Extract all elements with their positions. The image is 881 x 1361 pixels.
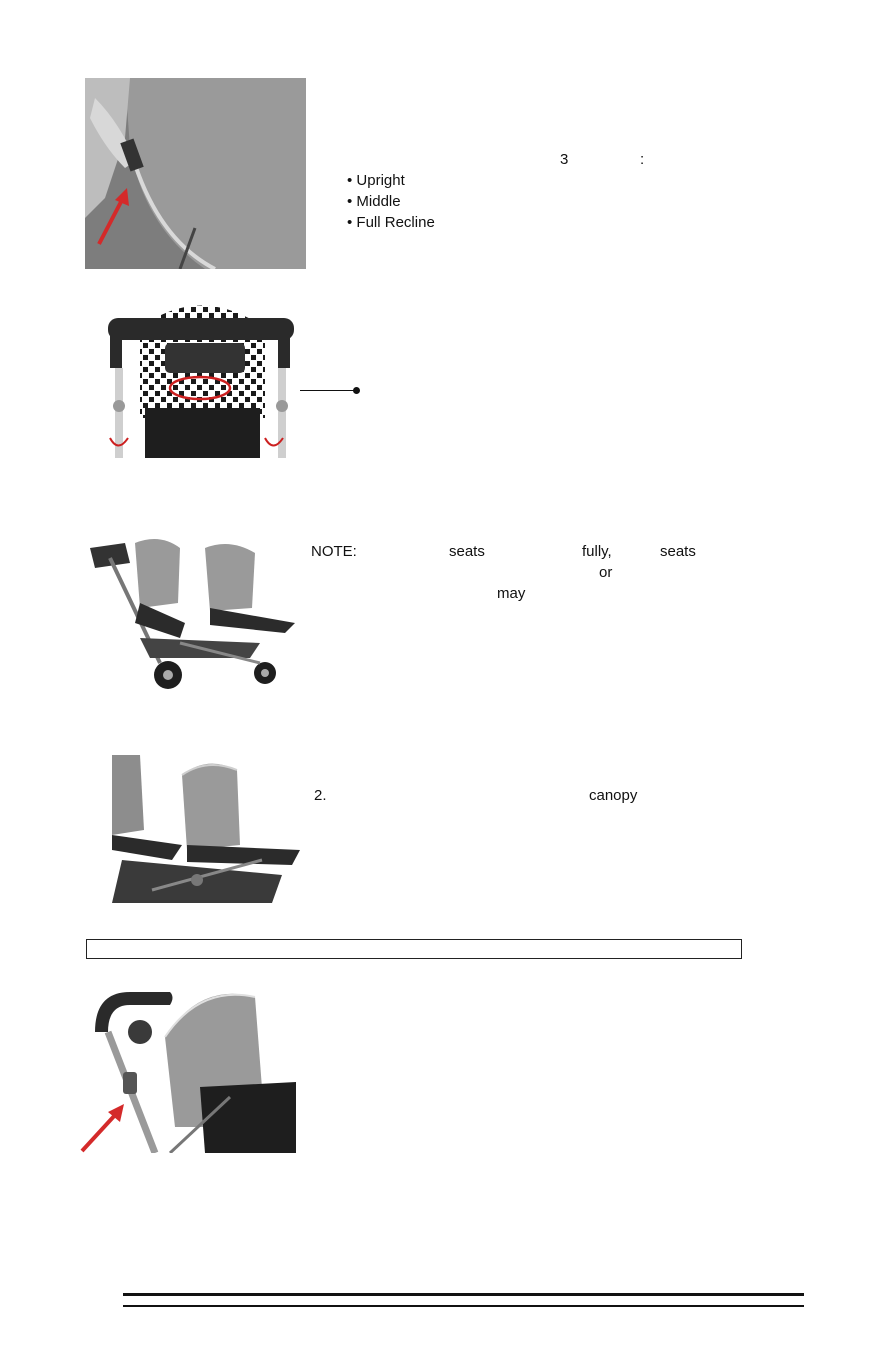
position-upright: • Upright bbox=[347, 172, 405, 189]
callout-dot bbox=[353, 387, 360, 394]
rear-handle-photo bbox=[100, 288, 300, 458]
double-stroller-photo bbox=[80, 533, 302, 693]
step-number: 2. bbox=[314, 787, 327, 804]
canopies-photo bbox=[112, 750, 300, 903]
recline-colon: : bbox=[640, 151, 645, 168]
note-label: NOTE: bbox=[311, 543, 357, 560]
footer-rule-thick bbox=[123, 1293, 804, 1296]
note-word-or: or bbox=[599, 564, 613, 581]
step-word-canopy: canopy bbox=[589, 787, 638, 804]
note-word-fully: fully, bbox=[582, 543, 612, 560]
red-arrow-icon bbox=[93, 188, 133, 248]
position-middle: • Middle bbox=[347, 193, 401, 210]
recline-strap-photo bbox=[85, 78, 306, 269]
red-arrow-icon bbox=[78, 1100, 128, 1155]
recline-positions-list bbox=[347, 170, 435, 233]
position-full-recline: • Full Recline bbox=[347, 214, 435, 231]
note-word-seats-2: seats bbox=[660, 543, 696, 560]
recline-count: 3 bbox=[560, 151, 569, 168]
section-heading-box bbox=[86, 939, 742, 959]
callout-line bbox=[300, 390, 356, 391]
note-word-seats-1: seats bbox=[449, 543, 485, 560]
note-word-may: may bbox=[497, 585, 526, 602]
footer-rule-thin bbox=[123, 1305, 804, 1307]
